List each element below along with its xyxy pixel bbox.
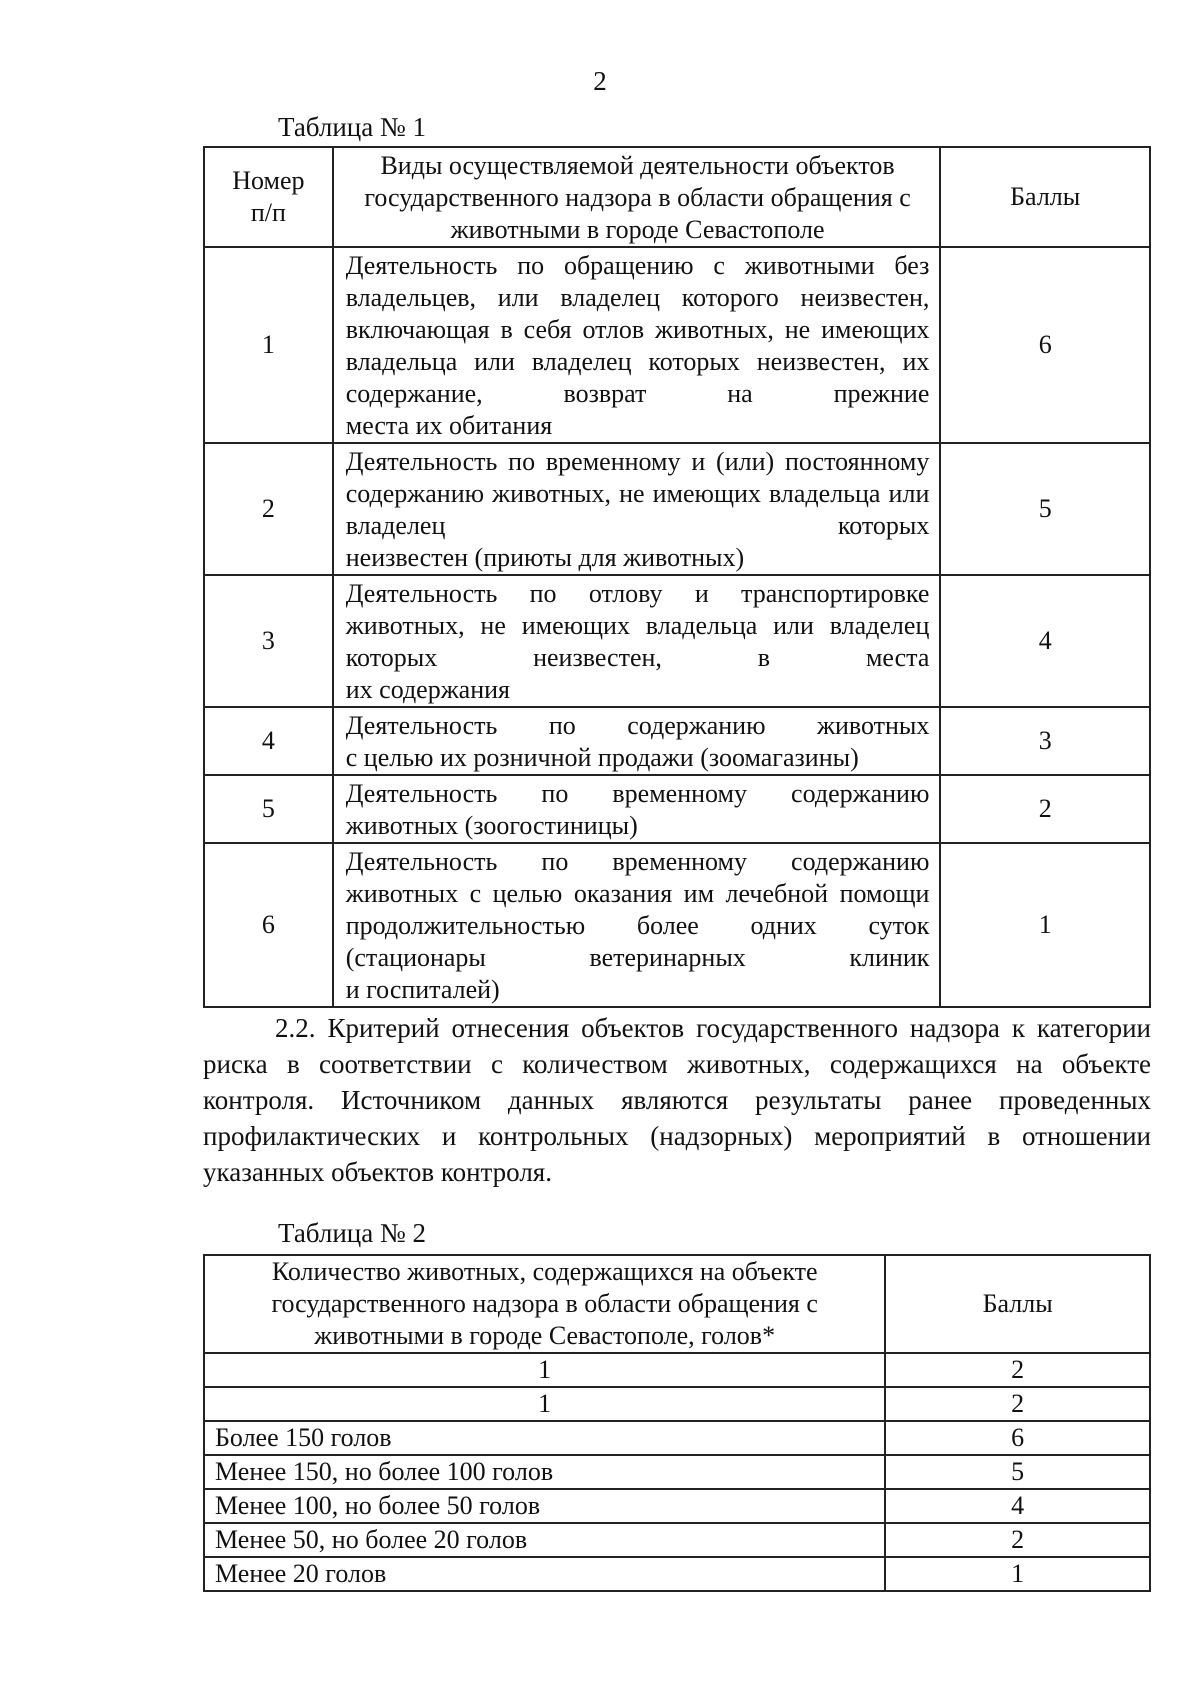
table-row xyxy=(204,1421,1150,1455)
header-number-line1: Номер xyxy=(232,166,305,195)
row-points: 5 xyxy=(940,443,1150,575)
row-points: 2 xyxy=(940,775,1150,843)
table-row xyxy=(204,707,1150,775)
table-row xyxy=(204,443,1150,575)
row-activity-last-line: животных (зоогостиницы) xyxy=(345,811,638,840)
row-count: Более 150 голов xyxy=(204,1421,885,1455)
row-points: 5 xyxy=(885,1455,1150,1489)
animal-count-points-table xyxy=(203,1254,1151,1592)
table-row xyxy=(204,1455,1150,1489)
page-number: 2 xyxy=(593,66,607,96)
table-row xyxy=(204,1489,1150,1523)
header-animal-count: Количество животных, содержащихся на объекте государственного надзора в области обращения с животными в городе Севастополе, голов* xyxy=(204,1255,885,1353)
row-activity xyxy=(333,775,941,843)
row-activity-text: Деятельность по отлову и транспортировке животных, не имеющих владельца или владелец которых неизвестен, в места xyxy=(345,579,930,672)
row-activity-text: Деятельность по временному содержанию животных с целью оказания им лечебной помощи продолжительностью более одних суток (стационары ветеринарных клиник xyxy=(345,847,930,972)
table-row xyxy=(204,1557,1150,1591)
row-activity xyxy=(333,843,941,1007)
criterion-paragraph xyxy=(203,1010,1151,1190)
row-count: Менее 50, но более 20 голов xyxy=(204,1523,885,1557)
row-points: 1 xyxy=(940,843,1150,1007)
table-row xyxy=(204,1523,1150,1557)
activity-points-table xyxy=(203,146,1151,1008)
row-activity-last-line: и госпиталей) xyxy=(345,975,500,1004)
row-points: 2 xyxy=(885,1353,1150,1387)
row-number: 3 xyxy=(204,575,333,707)
criterion-paragraph-text: 2.2. Критерий отнесения объектов государственного надзора к категории риска в соответствии с количеством животных, содержащихся на объекте контроля. Источником данных являются результаты ранее проведенных профилактических и контрольных (надзорных) мероприятий в отношении указанных объектов контроля. xyxy=(203,1013,1151,1187)
header-points: Баллы xyxy=(940,147,1150,247)
table-row xyxy=(204,843,1150,1007)
row-points: 2 xyxy=(885,1387,1150,1421)
row-number: 5 xyxy=(204,775,333,843)
table2-caption: Таблица № 2 xyxy=(278,1218,426,1248)
table1-caption: Таблица № 1 xyxy=(278,112,426,142)
table2-header-row xyxy=(204,1255,1150,1353)
header-activity: Виды осуществляемой деятельности объектов государственного надзора в области обращения с животными в городе Севастополе xyxy=(333,147,941,247)
row-points: 4 xyxy=(885,1489,1150,1523)
table-row xyxy=(204,1353,1150,1387)
table-row xyxy=(204,1387,1150,1421)
row-points: 6 xyxy=(885,1421,1150,1455)
table-row xyxy=(204,775,1150,843)
row-points: 3 xyxy=(940,707,1150,775)
row-number: 4 xyxy=(204,707,333,775)
row-activity-text: Деятельность по временному и (или) постоянному содержанию животных, не имеющих владельца или владелец которых xyxy=(345,447,930,540)
row-activity-text: Деятельность по содержанию животных xyxy=(345,711,930,740)
row-activity xyxy=(333,575,941,707)
row-points: 2 xyxy=(885,1523,1150,1557)
table1-header-row xyxy=(204,147,1150,247)
row-activity-text: Деятельность по обращению с животными без владельцев, или владелец которого неизвестен, включающая в себя отлов животных, не имеющих владельца или владелец которых неизвестен, их содержание, возврат на прежние xyxy=(345,251,930,408)
row-activity-last-line: их содержания xyxy=(345,675,510,704)
row-points: 1 xyxy=(885,1557,1150,1591)
row-activity-text: Деятельность по временному содержанию xyxy=(345,779,930,808)
table-row xyxy=(204,575,1150,707)
row-activity xyxy=(333,443,941,575)
row-count: Менее 20 голов xyxy=(204,1557,885,1591)
row-count: 1 xyxy=(204,1387,885,1421)
row-count: Менее 150, но более 100 голов xyxy=(204,1455,885,1489)
row-activity-last-line: места их обитания xyxy=(345,411,553,440)
row-activity-last-line: с целью их розничной продажи (зоомагазины) xyxy=(345,743,859,772)
table-row xyxy=(204,247,1150,443)
header-number-line2: п/п xyxy=(250,198,286,227)
row-points: 6 xyxy=(940,247,1150,443)
header-number xyxy=(204,147,333,247)
row-count: 1 xyxy=(204,1353,885,1387)
row-activity xyxy=(333,247,941,443)
row-points: 4 xyxy=(940,575,1150,707)
row-number: 1 xyxy=(204,247,333,443)
header-points: Баллы xyxy=(885,1255,1150,1353)
row-number: 2 xyxy=(204,443,333,575)
row-number: 6 xyxy=(204,843,333,1007)
row-activity xyxy=(333,707,941,775)
row-activity-last-line: неизвестен (приюты для животных) xyxy=(345,543,745,572)
row-count: Менее 100, но более 50 голов xyxy=(204,1489,885,1523)
